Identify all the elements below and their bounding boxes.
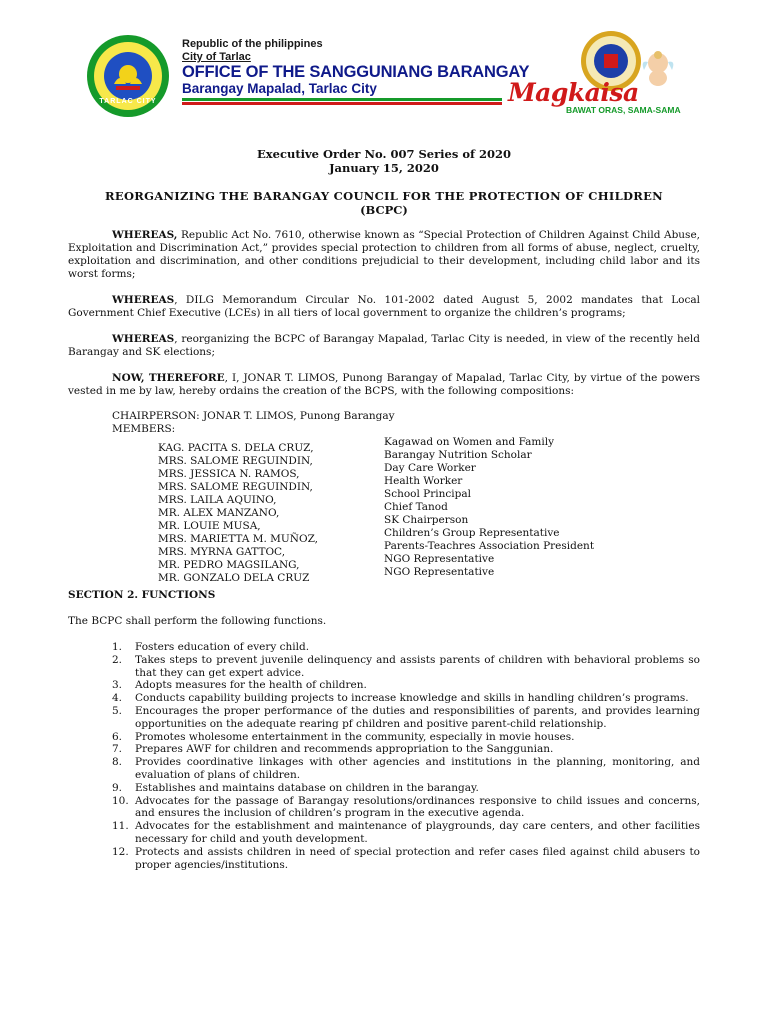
item-number: 10. (112, 794, 129, 807)
member-row (158, 462, 718, 480)
order-title-line1: REORGANIZING THE BARANGAY COUNCIL FOR THE PROTECTION OF CHILDREN (105, 189, 663, 203)
member-row (158, 436, 718, 454)
member-row (158, 488, 718, 506)
header-republic: Republic of the philippines (182, 38, 323, 50)
item-text: Provides coordinative linkages with other agencies and institutions in the planning, monitoring, and evaluation of plans of children. (135, 756, 700, 781)
member-role: School Principal (384, 488, 471, 500)
member-row (158, 540, 718, 558)
functions-list (112, 641, 700, 871)
barangay-seal (86, 34, 170, 118)
now-therefore-paragraph (68, 372, 700, 398)
header-barangay: Barangay Mapalad, Tarlac City (182, 81, 377, 96)
list-item (112, 705, 700, 731)
item-number: 2. (112, 653, 123, 666)
paragraph-text: , DILG Memorandum Circular No. 101-2002 dated August 5, 2002 mandates that Local Government Chief Executive (LCEs) in all tiers of local government to organize the children’s programs; (68, 294, 700, 319)
item-text: Encourages the proper performance of the duties and responsibilities of parents, and provides learning opportunities on the adequate rearing pf children and positive parent-child relationship. (135, 704, 700, 730)
seal-text (86, 34, 87, 35)
whereas-paragraph-2 (68, 294, 700, 320)
item-text: Adopts measures for the health of children. (135, 679, 367, 692)
member-role: Kagawad on Women and Family (384, 436, 555, 448)
paragraph-lead: WHEREAS (112, 294, 175, 306)
member-name: MR. PEDRO MAGSILANG, (158, 559, 300, 571)
list-item (112, 846, 700, 872)
item-text: Advocates for the passage of Barangay resolutions/ordinances responsive to child issues and concerns, and ensures the inclusion of children’s program in the executive agenda. (135, 794, 700, 820)
cherub-icon (640, 48, 676, 88)
list-item (112, 654, 700, 680)
list-item (112, 692, 700, 705)
section-2-intro: The BCPC shall perform the following functions. (68, 615, 327, 627)
item-number: 4. (112, 692, 123, 705)
member-role: NGO Representative (384, 553, 495, 565)
paragraph-text: Republic Act No. 7610, otherwise known as “Special Protection of Children Against Child Abuse, Exploitation and Discrimination Act,” provides special protection to children from all forms of abuse, neglect, cruelty, exploitation and discrimination, and other conditions prejudicial to their development, including child labor and its worst forms; (68, 229, 700, 280)
item-number: 12. (112, 845, 129, 858)
member-row (158, 449, 718, 467)
item-number: 1. (112, 641, 123, 653)
item-number: 3. (112, 679, 123, 692)
item-text: Protects and assists children in need of special protection and refer cases filed against child abusers to proper agencies/institutions. (135, 845, 700, 871)
member-row (158, 475, 718, 493)
member-row (158, 527, 718, 545)
item-text: Advocates for the establishment and maintenance of playgrounds, day care centers, and other facilities necessary for child and youth development. (135, 820, 700, 845)
member-role: Chief Tanod (384, 501, 448, 513)
member-name: MRS. LAILA AQUINO, (158, 494, 277, 506)
member-name: MR. LOUIE MUSA, (158, 520, 261, 532)
section-2-heading: SECTION 2. FUNCTIONS (68, 589, 216, 601)
item-number: 5. (112, 704, 123, 717)
item-text: Establishes and maintains database on children in the barangay. (135, 781, 479, 794)
paragraph-lead: WHEREAS, (112, 229, 178, 241)
list-item (112, 731, 700, 744)
paragraph-lead: NOW, THEREFORE (112, 372, 225, 384)
member-name: MRS. JESSICA N. RAMOS, (158, 468, 300, 480)
list-item (112, 795, 700, 821)
whereas-paragraph-3 (68, 333, 700, 359)
paragraph-lead: WHEREAS (112, 333, 175, 345)
paragraph-text: , reorganizing the BCPC of Barangay Mapalad, Tarlac City is needed, in view of the recently held Barangay and SK elections; (68, 333, 700, 358)
member-role: NGO Representative (384, 566, 495, 578)
member-row (158, 501, 718, 519)
paragraph-text: , I, JONAR T. LIMOS, Punong Barangay of Mapalad, Tarlac City, by virtue of the powers vested in me by law, hereby ordains the creation of the BCPS, with the following compositions: (68, 372, 700, 397)
item-text: Fosters education of every child. (135, 641, 310, 653)
header-office: OFFICE OF THE SANGGUNIANG BARANGAY (182, 63, 530, 81)
member-name: MRS. MYRNA GATTOC, (158, 546, 286, 558)
item-number: 11. (112, 820, 129, 833)
item-number: 9. (112, 781, 123, 794)
list-item (112, 743, 700, 756)
member-row (158, 553, 718, 571)
order-date: January 15, 2020 (329, 161, 439, 175)
item-number: 6. (112, 730, 123, 743)
members-list (158, 436, 718, 584)
list-item (112, 820, 700, 846)
list-item (112, 756, 700, 782)
brand-tagline: BAWAT ORAS, SAMA-SAMA (566, 105, 681, 115)
member-row (158, 514, 718, 532)
order-title-line2: (BCPC) (360, 203, 408, 217)
item-number: 7. (112, 743, 123, 756)
item-text: Promotes wholesome entertainment in the community, especially in movie houses. (135, 730, 575, 743)
member-name: MRS. SALOME REGUINDIN, (158, 481, 313, 493)
member-name: MRS. MARIETTA M. MUÑOZ, (158, 533, 319, 545)
header-city: City of Tarlac (182, 51, 251, 63)
list-item (112, 782, 700, 795)
member-role: Barangay Nutrition Scholar (384, 449, 532, 461)
member-name: MR. GONZALO DELA CRUZ (158, 572, 310, 584)
member-name: MRS. SALOME REGUINDIN, (158, 455, 313, 467)
item-text: Conducts capability building projects to increase knowledge and skills in handling children’s programs. (135, 692, 689, 705)
member-role: Parents-Teachres Association President (384, 540, 595, 552)
member-row (158, 566, 718, 584)
member-role: SK Chairperson (384, 514, 469, 526)
whereas-paragraph-1 (68, 229, 700, 281)
item-text: Takes steps to prevent juvenile delinquency and assists parents of children with behavioral problems so that they can get expert advice. (135, 653, 700, 679)
member-role: Children’s Group Representative (384, 527, 560, 539)
member-name: MR. ALEX MANZANO, (158, 507, 280, 519)
list-item (112, 679, 700, 692)
members-label: MEMBERS: (112, 423, 176, 435)
member-name: KAG. PACITA S. DELA CRUZ, (158, 442, 314, 454)
list-item (112, 641, 700, 654)
header-divider-stripes (182, 98, 502, 105)
brand-logo-text: Magkaisa (508, 78, 639, 107)
seal-bottom-text: TARLAC CITY (99, 98, 157, 105)
chairperson-line: CHAIRPERSON: JONAR T. LIMOS, Punong Barangay (112, 410, 395, 422)
item-number: 8. (112, 756, 123, 769)
item-text: Prepares AWF for children and recommends appropriation to the Sanggunian. (135, 743, 554, 756)
order-number: Executive Order No. 007 Series of 2020 (257, 147, 511, 161)
member-role: Day Care Worker (384, 462, 476, 474)
member-role: Health Worker (384, 475, 463, 487)
